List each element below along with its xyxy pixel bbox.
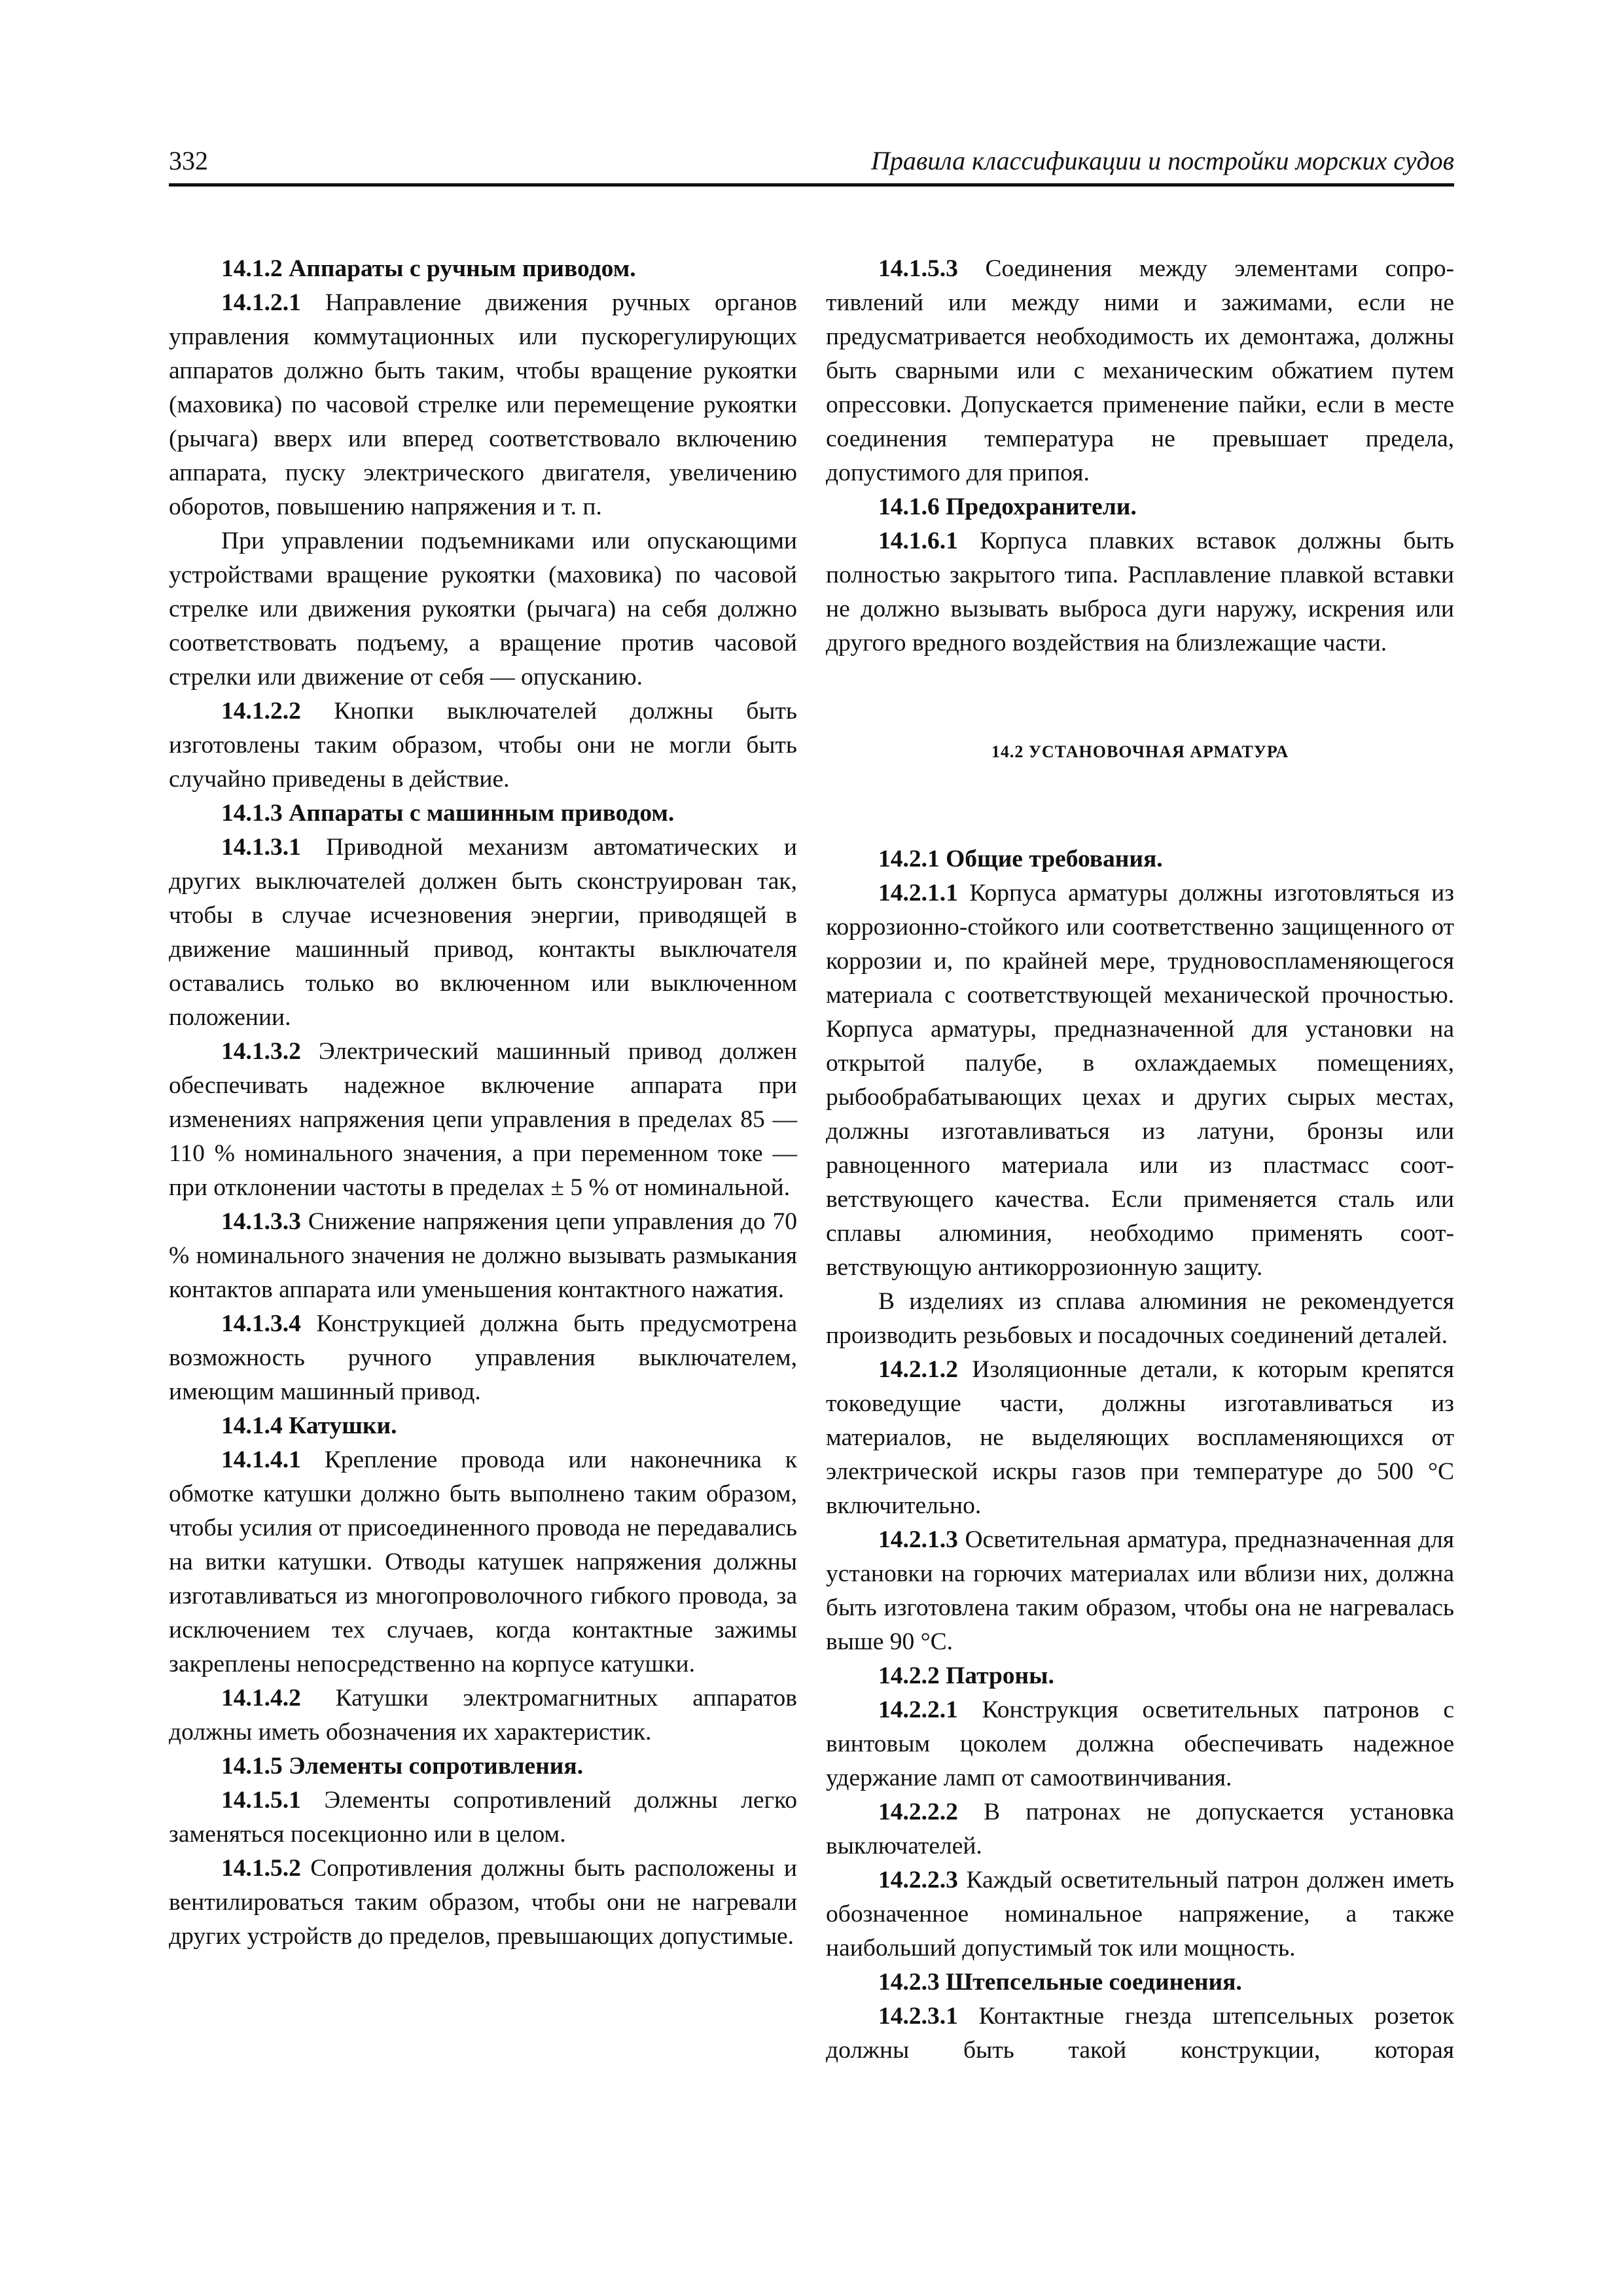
paragraph-14-1-6-1 — [826, 524, 1454, 660]
clause-number: 14.2.1.3 — [878, 1526, 958, 1553]
clause-number: 14.2.2.1 — [878, 1696, 958, 1723]
paragraph-14-2-3-1 — [826, 2000, 1454, 2068]
page-header — [169, 143, 1454, 187]
heading-14-1-2: 14.1.2 Аппараты с ручным приводом. — [221, 255, 636, 282]
paragraph-text: Крепление провода или наконечника к обмотке катушки должно быть выполнено таким образом, чтобы усилия от присоединенного провода не передавались на витки катушки. Отводы катушек напряжения должны изготавливаться из многопроволочного гибкого провода, за исключением тех случаев, когда контактные зажимы закреплены непосредственно на корпусе катушки. — [169, 1446, 797, 1677]
heading-14-1-3: 14.1.3 Аппараты с машинным приводом. — [221, 800, 675, 827]
paragraph-14-2-1-1 — [826, 876, 1454, 1285]
clause-number: 14.1.2.2 — [221, 698, 301, 725]
paragraph-text: Конструкция осветительных патронов с винтовым цоколем должна обеспечивать надежное удержание ламп от самоотвинчивания. — [826, 1696, 1454, 1791]
paragraph-14-1-5-3 — [826, 252, 1454, 490]
clause-number: 14.1.3.3 — [221, 1208, 301, 1235]
paragraph-text: Электрический машинный привод должен обеспечивать надежное включение аппарата при изменениях напряжения цепи управления в пределах 85 — 110 % номинального значения, а при переменном токе — при отклонении частоты в пределах ± 5 % от номинальной. — [169, 1038, 797, 1201]
clause-number: 14.2.1.2 — [878, 1356, 958, 1383]
paragraph-14-2-2-3 — [826, 1863, 1454, 1965]
paragraph-text: Катушки электромагнитных аппаратов должны иметь обозначения их характеристик. — [169, 1685, 797, 1746]
clause-number: 14.2.1.1 — [878, 880, 958, 906]
spacer — [826, 660, 1454, 739]
paragraph-14-1-3-2 — [169, 1035, 797, 1205]
clause-number: 14.1.4.1 — [221, 1446, 301, 1473]
clause-number: 14.1.5.2 — [221, 1855, 301, 1882]
paragraph-14-1-5-1 — [169, 1784, 797, 1852]
clause-number: 14.1.3.1 — [221, 834, 301, 861]
heading-14-1-5: 14.1.5 Элементы сопротивления. — [221, 1753, 584, 1780]
paragraph-14-2-2-1 — [826, 1693, 1454, 1795]
paragraph-14-1-4-2 — [169, 1681, 797, 1749]
clause-number: 14.1.6.1 — [878, 528, 958, 554]
heading-14-2-2: 14.2.2 Патроны. — [878, 1662, 1054, 1689]
paragraph-14-1-5-2 — [169, 1852, 797, 1954]
clause-number: 14.1.5.3 — [878, 255, 958, 282]
clause-number: 14.1.4.2 — [221, 1685, 301, 1712]
clause-number: 14.1.3.4 — [221, 1310, 301, 1337]
paragraph-text: Каждый осветительный патрон должен иметь обозначенное номинальное напряжение, а также наибольший допустимый ток или мощность. — [826, 1867, 1454, 1962]
paragraph-14-2-1-1-continued: В изделиях из сплава алюминия не рекомендуется производить резьбовых и посадочных соединений деталей. — [826, 1288, 1454, 1349]
paragraph-text: Сопротивления должны быть расположены и вентилироваться таким образом, чтобы они не нагревали других устройств до пределов, превышающих допустимые. — [169, 1855, 797, 1950]
spacer — [826, 765, 1454, 842]
paragraph-14-2-2-2 — [826, 1795, 1454, 1863]
heading-14-1-4: 14.1.4 Катушки. — [221, 1412, 397, 1439]
paragraph-14-1-3-4 — [169, 1307, 797, 1409]
paragraph-text: Конструкцией должна быть предусмотрена возможность ручного управления выключателем, имеющим машинный привод. — [169, 1310, 797, 1405]
paragraph-text: Осветительная арматура, предназначенная для установки на горючих материалах или вблизи них, должна быть изготовлена таким образом, чтобы она не нагревалась выше 90 °С. — [826, 1526, 1454, 1655]
paragraph-text: Приводной механизм автоматических и других выключателей должен быть сконструирован так, чтобы в случае исчезновения энергии, приводящей в движение машинный привод, контакты выключателя оставались только во включенном или выключенном положении. — [169, 834, 797, 1031]
clause-number: 14.1.2.1 — [221, 289, 301, 316]
paragraph-text: Снижение напряжения цепи управления до 70 % номинального значения не должно вызывать размыкания контактов аппарата или уменьшения контактного нажатия. — [169, 1208, 797, 1303]
paragraph-text: Кнопки выключателей должны быть изготовлены таким образом, чтобы они не могли быть случайно приведены в действие. — [169, 698, 797, 793]
paragraph-text: Корпуса плавких вставок должны быть полностью закрытого типа. Расплавление плавкой вставки не должно вызывать выброса дуги наружу, искрения или другого вредного воздействия на близлежащие части. — [826, 528, 1454, 656]
clause-number: 14.2.2.2 — [878, 1799, 958, 1825]
left-column — [169, 252, 797, 1954]
clause-number: 14.2.3.1 — [878, 2003, 958, 2030]
paragraph-text: Изоляционные детали, к которым крепятся токоведущие части, должны изготавливаться из материалов, не выделяющих воспламеняющихся от электрической искры газов при температуре до 500 °С включительно. — [826, 1356, 1454, 1519]
paragraph-text: Соединения между элементами сопротивлений или между ними и зажимами, если не предусматривается необходимость их демонтажа, должны быть сварными или с механическим обжатием путем опрессовки. Допускается применение пайки, если в месте соединения температура не превышает предела, допустимого для припоя. — [826, 255, 1454, 486]
clause-number: 14.2.2.3 — [878, 1867, 958, 1893]
paragraph-text: Контактные гнезда штепсельных розеток должны быть такой конструкции, которая — [826, 2003, 1454, 2064]
heading-14-2-1: 14.2.1 Общие требования. — [878, 846, 1163, 872]
paragraph-14-1-2-1 — [169, 286, 797, 524]
paragraph-text: В патронах не допускается установка выключателей. — [826, 1799, 1454, 1859]
paragraph-14-1-3-1 — [169, 831, 797, 1035]
right-column — [826, 252, 1454, 2068]
heading-14-2-3: 14.2.3 Штепсельные соединения. — [878, 1969, 1242, 1996]
clause-number: 14.1.3.2 — [221, 1038, 301, 1065]
paragraph-text: Элементы сопротивлений должны легко заменяться посекционно или в целом. — [169, 1787, 797, 1848]
paragraph-14-1-2-2 — [169, 694, 797, 797]
paragraph-14-2-1-2 — [826, 1353, 1454, 1523]
paragraph-14-1-4-1 — [169, 1443, 797, 1681]
heading-14-1-6: 14.1.6 Предохранители. — [878, 493, 1137, 520]
paragraph-text: Корпуса арматуры должны изготовляться из коррозионно-стойкого или соответственно защищенного от коррозии и, по крайней мере, трудновоспламеняющегося материала с соответствующей механической прочностью. Корпуса арматуры, предназначенной для установки на открытой палубе, в охлаждаемых помещениях, рыбообрабатывающих цехах и других сырых местах, должны изготавливаться из латуни, бронзы или равноценного материала или из пластмасс соответствующего качества. Если применяется сталь или сплавы алюминия, необходимо применять соответствующую антикоррозионную защиту. — [826, 880, 1454, 1281]
paragraph-14-1-3-3 — [169, 1205, 797, 1307]
section-title-14-2: 14.2 УСТАНОВОЧНАЯ АРМАТУРА — [991, 742, 1289, 761]
paragraph-14-1-2-1-continued: При управлении подъемниками или опускающими устройствами вращение рукоятки (маховика) по часовой стрелке или движения рукоятки (рычага) на себя должно соответствовать подъему, а вращение против часовой стрелки или движение от себя — опусканию. — [169, 528, 797, 691]
paragraph-text: Направление движения ручных органов управления коммутационных или пускорегулирующих аппаратов должно быть таким, чтобы вращение рукоятки (маховика) по часовой стрелке или перемещение рукоятки (рычага) вверх или вперед соответствовало включению аппарата, пуску электрического двигателя, увеличению оборотов, повышению напряжения и т. п. — [169, 289, 797, 520]
running-title: Правила классификации и постройки морских судов — [870, 146, 1454, 175]
clause-number: 14.1.5.1 — [221, 1787, 301, 1814]
page-number: 332 — [169, 146, 208, 175]
paragraph-14-2-1-3 — [826, 1523, 1454, 1659]
